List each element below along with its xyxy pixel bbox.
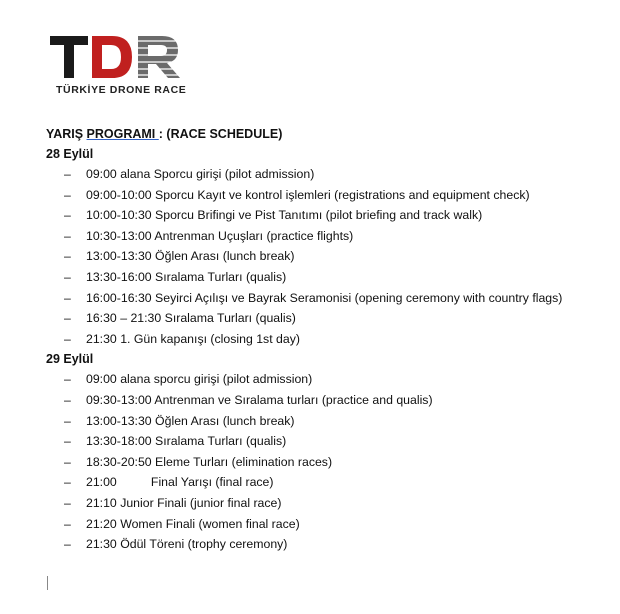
list-item xyxy=(46,185,600,206)
item-text: 16:00-16:30 Seyirci Açılışı ve Bayrak Seramonisi (opening ceremony with country flags) xyxy=(86,290,563,305)
list-item xyxy=(46,288,600,309)
schedule-document xyxy=(46,124,600,555)
bullet-dash: – xyxy=(64,311,71,326)
heading-suffix: : (RACE SCHEDULE) xyxy=(158,127,283,141)
item-text: 13:30-18:00 Sıralama Turları (qualis) xyxy=(86,434,287,449)
bullet-dash: – xyxy=(64,269,71,284)
bullet-dash: – xyxy=(64,495,71,510)
list-item xyxy=(46,246,600,267)
bullet-dash: – xyxy=(64,392,71,407)
item-text: 18:30-20:50 Eleme Turları (elimination races) xyxy=(86,454,333,469)
day-title-2: 29 Eylül xyxy=(46,352,94,367)
bullet-dash: – xyxy=(64,208,71,223)
list-item xyxy=(46,452,600,473)
list-item xyxy=(46,431,600,452)
item-text: 13:00-13:30 Öğlen Arası (lunch break) xyxy=(86,413,295,428)
item-text: 21:10 Junior Finali (junior final race) xyxy=(86,495,282,510)
list-item xyxy=(46,369,600,390)
list-item xyxy=(46,514,600,535)
list-item xyxy=(46,534,600,555)
item-text: 21:20 Women Finali (women final race) xyxy=(86,516,300,531)
item-text: 13:00-13:30 Öğlen Arası (lunch break) xyxy=(86,249,295,264)
bullet-dash: – xyxy=(64,228,71,243)
list-item xyxy=(46,267,600,288)
bullet-dash: – xyxy=(64,454,71,469)
bullet-dash: – xyxy=(64,167,71,181)
item-text: 09:00 alana Sporcu girişi (pilot admission) xyxy=(86,167,315,181)
item-text: 09:00-10:00 Sporcu Kayıt ve kontrol işlemleri (registrations and equipment check) xyxy=(86,187,530,202)
list-item xyxy=(46,308,600,329)
bullet-dash: – xyxy=(64,290,71,305)
item-text: 21:30 Ödül Töreni (trophy ceremony) xyxy=(86,537,288,552)
list-item xyxy=(46,164,600,185)
bullet-dash: – xyxy=(64,413,71,428)
schedule-heading xyxy=(46,124,600,144)
heading-underlined: PROGRAMI xyxy=(86,127,159,141)
tdr-logo xyxy=(50,28,190,82)
item-text: 10:00-10:30 Sporcu Brifingi ve Pist Tanıtımı (pilot briefing and track walk) xyxy=(86,208,483,223)
bullet-dash: – xyxy=(64,475,71,490)
item-text: 16:30 – 21:30 Sıralama Turları (qualis) xyxy=(86,311,296,326)
item-text: 21:00 Final Yarışı (final race) xyxy=(86,475,274,490)
list-item xyxy=(46,226,600,247)
bullet-dash: – xyxy=(64,516,71,531)
bullet-dash: – xyxy=(64,249,71,264)
list-item xyxy=(46,472,600,493)
bullet-dash: – xyxy=(64,434,71,449)
bullet-dash: – xyxy=(64,537,71,552)
day-title-1: 28 Eylül xyxy=(46,147,94,161)
day-2-list xyxy=(46,369,600,554)
item-text: 10:30-13:00 Antrenman Uçuşları (practice flights) xyxy=(86,228,354,243)
heading-prefix: YARIŞ xyxy=(46,127,87,141)
item-text: 21:30 1. Gün kapanışı (closing 1st day) xyxy=(86,331,300,346)
day-1-list xyxy=(46,164,600,349)
list-item xyxy=(46,329,600,350)
bullet-dash: – xyxy=(64,331,71,346)
bullet-dash: – xyxy=(64,187,71,202)
bullet-dash: – xyxy=(64,372,71,387)
list-item xyxy=(46,205,600,226)
item-text: 09:00 alana sporcu girişi (pilot admission) xyxy=(86,372,313,387)
item-text: 09:30-13:00 Antrenman ve Sıralama turları (practice and qualis) xyxy=(86,392,433,407)
text-cursor xyxy=(47,576,48,590)
tdr-logo-mark xyxy=(50,28,190,82)
list-item xyxy=(46,390,600,411)
list-item xyxy=(46,411,600,432)
item-text: 13:30-16:00 Sıralama Turları (qualis) xyxy=(86,269,287,284)
logo-subtitle: TÜRKİYE DRONE RACE xyxy=(56,84,187,96)
list-item xyxy=(46,493,600,514)
